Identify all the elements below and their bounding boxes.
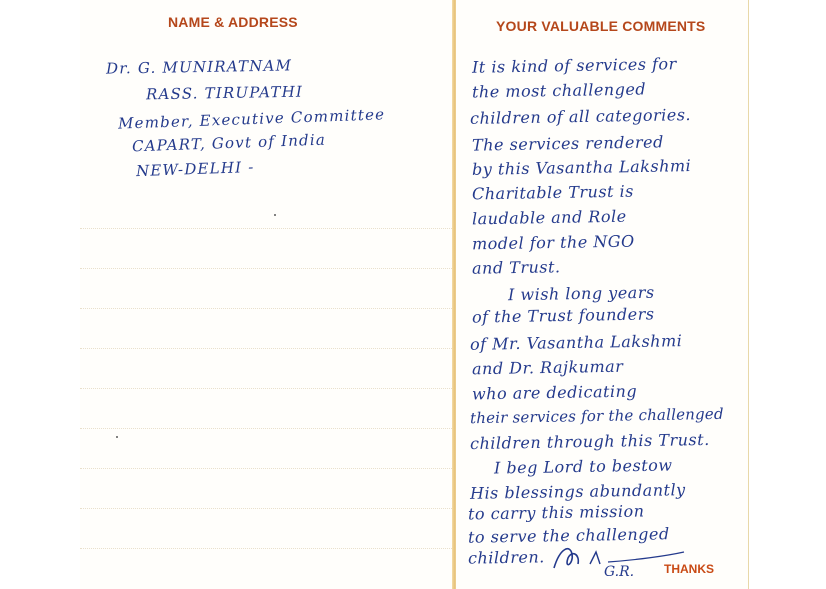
comment-line: Charitable Trust is (471, 181, 635, 204)
comment-line: His blessings abundantly (469, 480, 686, 503)
comment-line: children of all categories. (469, 105, 692, 128)
comment-line: The services rendered (471, 132, 664, 155)
comment-line: who are dedicating (471, 381, 638, 404)
ruled-line (80, 468, 454, 469)
comment-line: model for the NGO (471, 231, 635, 254)
ink-dot (274, 214, 276, 216)
ruled-line (80, 308, 454, 309)
comment-line: to serve the challenged (467, 524, 670, 547)
ruled-line (80, 548, 454, 549)
right-page (456, 0, 749, 589)
comment-line: and Trust. (471, 257, 561, 278)
comment-line: children through this Trust. (469, 429, 710, 454)
ruled-line (80, 228, 454, 229)
comment-line: I wish long years (507, 282, 655, 305)
left-page (80, 0, 454, 589)
address-line: Dr. G. MUNIRATNAM (105, 56, 293, 78)
address-line: RASS. TIRUPATHI (145, 82, 304, 104)
signature-initials: G.R. (604, 564, 635, 580)
comment-line: the most challenged (471, 79, 647, 102)
ruled-line (80, 428, 454, 429)
comment-line: of Mr. Vasantha Lakshmi (469, 331, 683, 354)
name-address-heading: NAME & ADDRESS (168, 14, 298, 30)
comment-line: It is kind of services for (471, 54, 677, 77)
address-line: CAPART, Govt of India (131, 130, 327, 156)
ruled-line (80, 508, 454, 509)
comment-line: of the Trust founders (471, 304, 655, 327)
comment-line: their services for the challenged (469, 404, 724, 428)
comment-line: and Dr. Rajkumar (471, 356, 624, 379)
comment-line: to carry this mission (467, 501, 645, 524)
comment-line: children. (467, 547, 545, 568)
comments-heading: YOUR VALUABLE COMMENTS (496, 18, 706, 34)
comment-line: laudable and Role (471, 206, 627, 229)
ink-dot (116, 436, 118, 438)
comment-line: I beg Lord to bestow (493, 455, 673, 478)
address-line: NEW-DELHI - (135, 157, 255, 181)
address-line: Member, Executive Committee (117, 105, 386, 133)
comment-line: by this Vasantha Lakshmi (471, 156, 692, 179)
ruled-line (80, 388, 454, 389)
ruled-line (80, 348, 454, 349)
thanks-label: THANKS (664, 562, 714, 576)
ruled-line (80, 268, 454, 269)
